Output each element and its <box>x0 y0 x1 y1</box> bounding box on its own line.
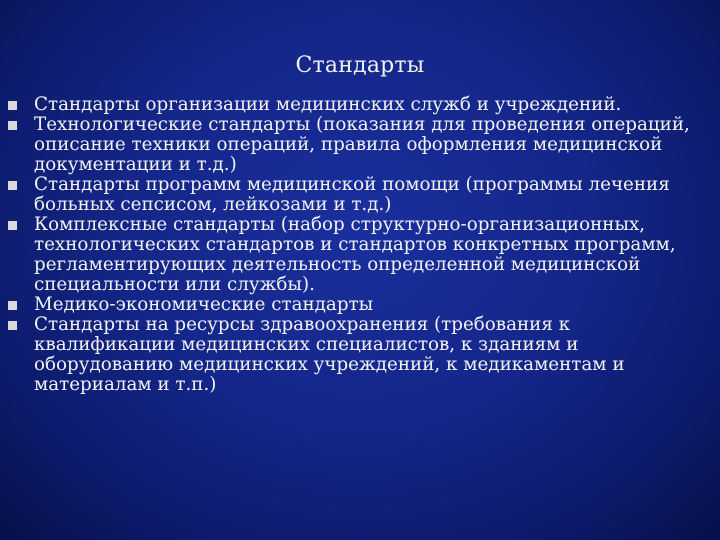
bullet-item-program-standards <box>8 175 698 215</box>
bullet-text: Медико-экономические стандарты <box>34 294 374 315</box>
square-bullet-icon <box>8 315 34 335</box>
bullet-text: Технологические стандарты (показания для проведения операций, описание техники операций, правила оформления медицинской документации и т.д.) <box>34 114 690 175</box>
square-bullet-icon <box>8 175 34 195</box>
bullet-text: Стандарты на ресурсы здравоохранения (требования к квалификации медицинских специалистов, к зданиям и оборудованию медицинских учреждений, к медикаментам и материалам и т.п.) <box>34 314 625 395</box>
bullet-item-organization-standards <box>8 95 698 115</box>
square-bullet-icon <box>8 215 34 235</box>
bullet-item-economic-standards <box>8 295 698 315</box>
slide-title: Стандарты <box>295 53 425 78</box>
square-bullet-icon <box>8 115 34 135</box>
bullet-list <box>8 95 698 395</box>
bullet-item-complex-standards <box>8 215 698 295</box>
bullet-item-technological-standards <box>8 115 698 175</box>
square-bullet-icon <box>8 95 34 115</box>
bullet-text: Стандарты организации медицинских служб и учреждений. <box>34 94 622 115</box>
bullet-text: Стандарты программ медицинской помощи (программы лечения больных сепсисом, лейкозами и т.д.) <box>34 174 670 215</box>
bullet-text: Комплексные стандарты (набор структурно-организационных, технологических стандартов и стандартов конкретных программ, регламентирующих деятельность определенной медицинской специальности или службы). <box>34 214 676 295</box>
square-bullet-icon <box>8 295 34 315</box>
bullet-item-resource-standards <box>8 315 698 395</box>
